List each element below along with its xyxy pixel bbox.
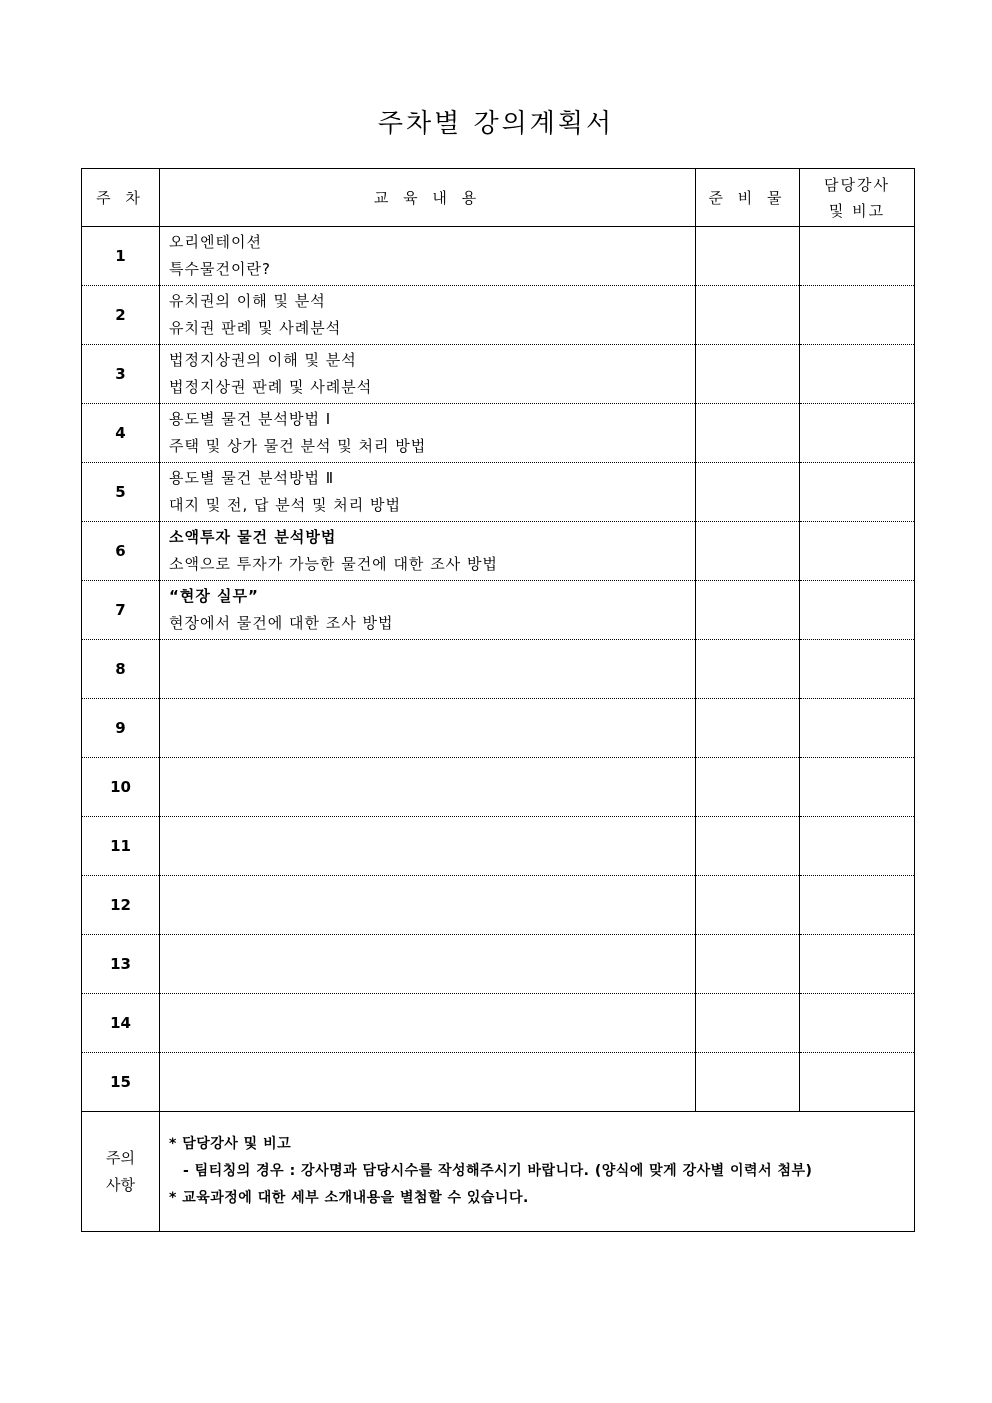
week-number: 9 xyxy=(82,699,160,758)
notes-item-1-sub: - 팀티칭의 경우 : 강사명과 담당시수를 작성해주시기 바랍니다. (양식에 맞게 강사별 이력서 첨부) xyxy=(183,1163,813,1179)
materials-cell[interactable] xyxy=(696,994,800,1053)
materials-cell[interactable] xyxy=(696,522,800,581)
content-line-1: 소액투자 물건 분석방법 xyxy=(169,528,337,546)
week-number: 13 xyxy=(82,935,160,994)
instructor-cell[interactable] xyxy=(800,227,915,286)
materials-cell[interactable] xyxy=(696,817,800,876)
instructor-cell[interactable] xyxy=(800,286,915,345)
content-line-1: “현장 실무” xyxy=(169,587,259,605)
week-content[interactable] xyxy=(160,994,696,1053)
materials-cell[interactable] xyxy=(696,758,800,817)
weekly-plan-table xyxy=(81,168,915,1232)
header-week: 주 차 xyxy=(82,169,160,227)
week-content[interactable] xyxy=(160,758,696,817)
instructor-cell[interactable] xyxy=(800,699,915,758)
week-number: 5 xyxy=(82,463,160,522)
instructor-cell[interactable] xyxy=(800,935,915,994)
page-title: 주차별 강의계획서 xyxy=(377,109,615,139)
materials-cell[interactable] xyxy=(696,640,800,699)
content-line-2: 유치권 판례 및 사례분석 xyxy=(169,319,342,337)
week-number: 1 xyxy=(82,227,160,286)
table-row xyxy=(82,640,915,699)
notes-label-line2: 사항 xyxy=(106,1175,135,1194)
table-row xyxy=(82,227,915,286)
week-content[interactable] xyxy=(160,286,696,345)
materials-cell[interactable] xyxy=(696,876,800,935)
week-number: 11 xyxy=(82,817,160,876)
week-content[interactable] xyxy=(160,817,696,876)
content-line-2: 특수물건이란? xyxy=(169,260,271,278)
week-content[interactable] xyxy=(160,522,696,581)
instructor-cell[interactable] xyxy=(800,876,915,935)
week-content[interactable] xyxy=(160,581,696,640)
instructor-cell[interactable] xyxy=(800,463,915,522)
table-row xyxy=(82,994,915,1053)
header-content: 교 육 내 용 xyxy=(160,169,696,227)
table-row xyxy=(82,758,915,817)
table-row xyxy=(82,1053,915,1112)
instructor-cell[interactable] xyxy=(800,404,915,463)
content-line-2: 법정지상권 판례 및 사례분석 xyxy=(169,378,373,396)
table-row xyxy=(82,876,915,935)
content-line-1: 용도별 물건 분석방법 Ⅱ xyxy=(169,469,335,487)
notes-item-1: * 담당강사 및 비고 xyxy=(169,1136,292,1152)
table-row xyxy=(82,522,915,581)
week-content[interactable] xyxy=(160,404,696,463)
content-line-2: 소액으로 투자가 가능한 물건에 대한 조사 방법 xyxy=(169,555,498,573)
table-row xyxy=(82,817,915,876)
instructor-cell[interactable] xyxy=(800,817,915,876)
header-materials: 준 비 물 xyxy=(696,169,800,227)
notes-label xyxy=(82,1112,160,1232)
week-number: 3 xyxy=(82,345,160,404)
week-number: 12 xyxy=(82,876,160,935)
content-line-1: 유치권의 이해 및 분석 xyxy=(169,292,326,310)
header-instructor-line1: 담당강사 xyxy=(824,175,890,194)
header-instructor xyxy=(800,169,915,227)
week-number: 8 xyxy=(82,640,160,699)
week-content[interactable] xyxy=(160,876,696,935)
instructor-cell[interactable] xyxy=(800,994,915,1053)
content-line-2: 현장에서 물건에 대한 조사 방법 xyxy=(169,614,394,632)
materials-cell[interactable] xyxy=(696,227,800,286)
instructor-cell[interactable] xyxy=(800,1053,915,1112)
week-content[interactable] xyxy=(160,640,696,699)
week-content[interactable] xyxy=(160,227,696,286)
materials-cell[interactable] xyxy=(696,935,800,994)
table-row xyxy=(82,699,915,758)
materials-cell[interactable] xyxy=(696,463,800,522)
table-row xyxy=(82,935,915,994)
materials-cell[interactable] xyxy=(696,1053,800,1112)
week-number: 15 xyxy=(82,1053,160,1112)
table-row xyxy=(82,404,915,463)
materials-cell[interactable] xyxy=(696,699,800,758)
notes-label-line1: 주의 xyxy=(106,1148,135,1167)
content-line-2: 주택 및 상가 물건 분석 및 처리 방법 xyxy=(169,437,427,455)
table-row xyxy=(82,463,915,522)
week-number: 7 xyxy=(82,581,160,640)
content-line-1: 법정지상권의 이해 및 분석 xyxy=(169,351,357,369)
week-content[interactable] xyxy=(160,345,696,404)
instructor-cell[interactable] xyxy=(800,345,915,404)
materials-cell[interactable] xyxy=(696,581,800,640)
notes-body xyxy=(160,1112,915,1232)
instructor-cell[interactable] xyxy=(800,581,915,640)
materials-cell[interactable] xyxy=(696,286,800,345)
week-content[interactable] xyxy=(160,935,696,994)
week-content[interactable] xyxy=(160,463,696,522)
week-number: 6 xyxy=(82,522,160,581)
week-number: 4 xyxy=(82,404,160,463)
materials-cell[interactable] xyxy=(696,404,800,463)
content-line-1: 용도별 물건 분석방법 Ⅰ xyxy=(169,410,332,428)
week-number: 10 xyxy=(82,758,160,817)
instructor-cell[interactable] xyxy=(800,758,915,817)
notes-item-2: * 교육과정에 대한 세부 소개내용을 별첨할 수 있습니다. xyxy=(169,1190,529,1206)
content-line-1: 오리엔테이션 xyxy=(169,233,262,251)
header-instructor-line2: 및 비고 xyxy=(828,201,886,220)
week-number: 2 xyxy=(82,286,160,345)
table-row xyxy=(82,345,915,404)
header-row xyxy=(82,169,915,227)
table-row xyxy=(82,286,915,345)
week-number: 14 xyxy=(82,994,160,1053)
table-row xyxy=(82,581,915,640)
materials-cell[interactable] xyxy=(696,345,800,404)
content-line-2: 대지 및 전, 답 분석 및 처리 방법 xyxy=(169,496,402,514)
week-content[interactable] xyxy=(160,1053,696,1112)
instructor-cell[interactable] xyxy=(800,522,915,581)
instructor-cell[interactable] xyxy=(800,640,915,699)
notes-row xyxy=(82,1112,915,1232)
week-content[interactable] xyxy=(160,699,696,758)
